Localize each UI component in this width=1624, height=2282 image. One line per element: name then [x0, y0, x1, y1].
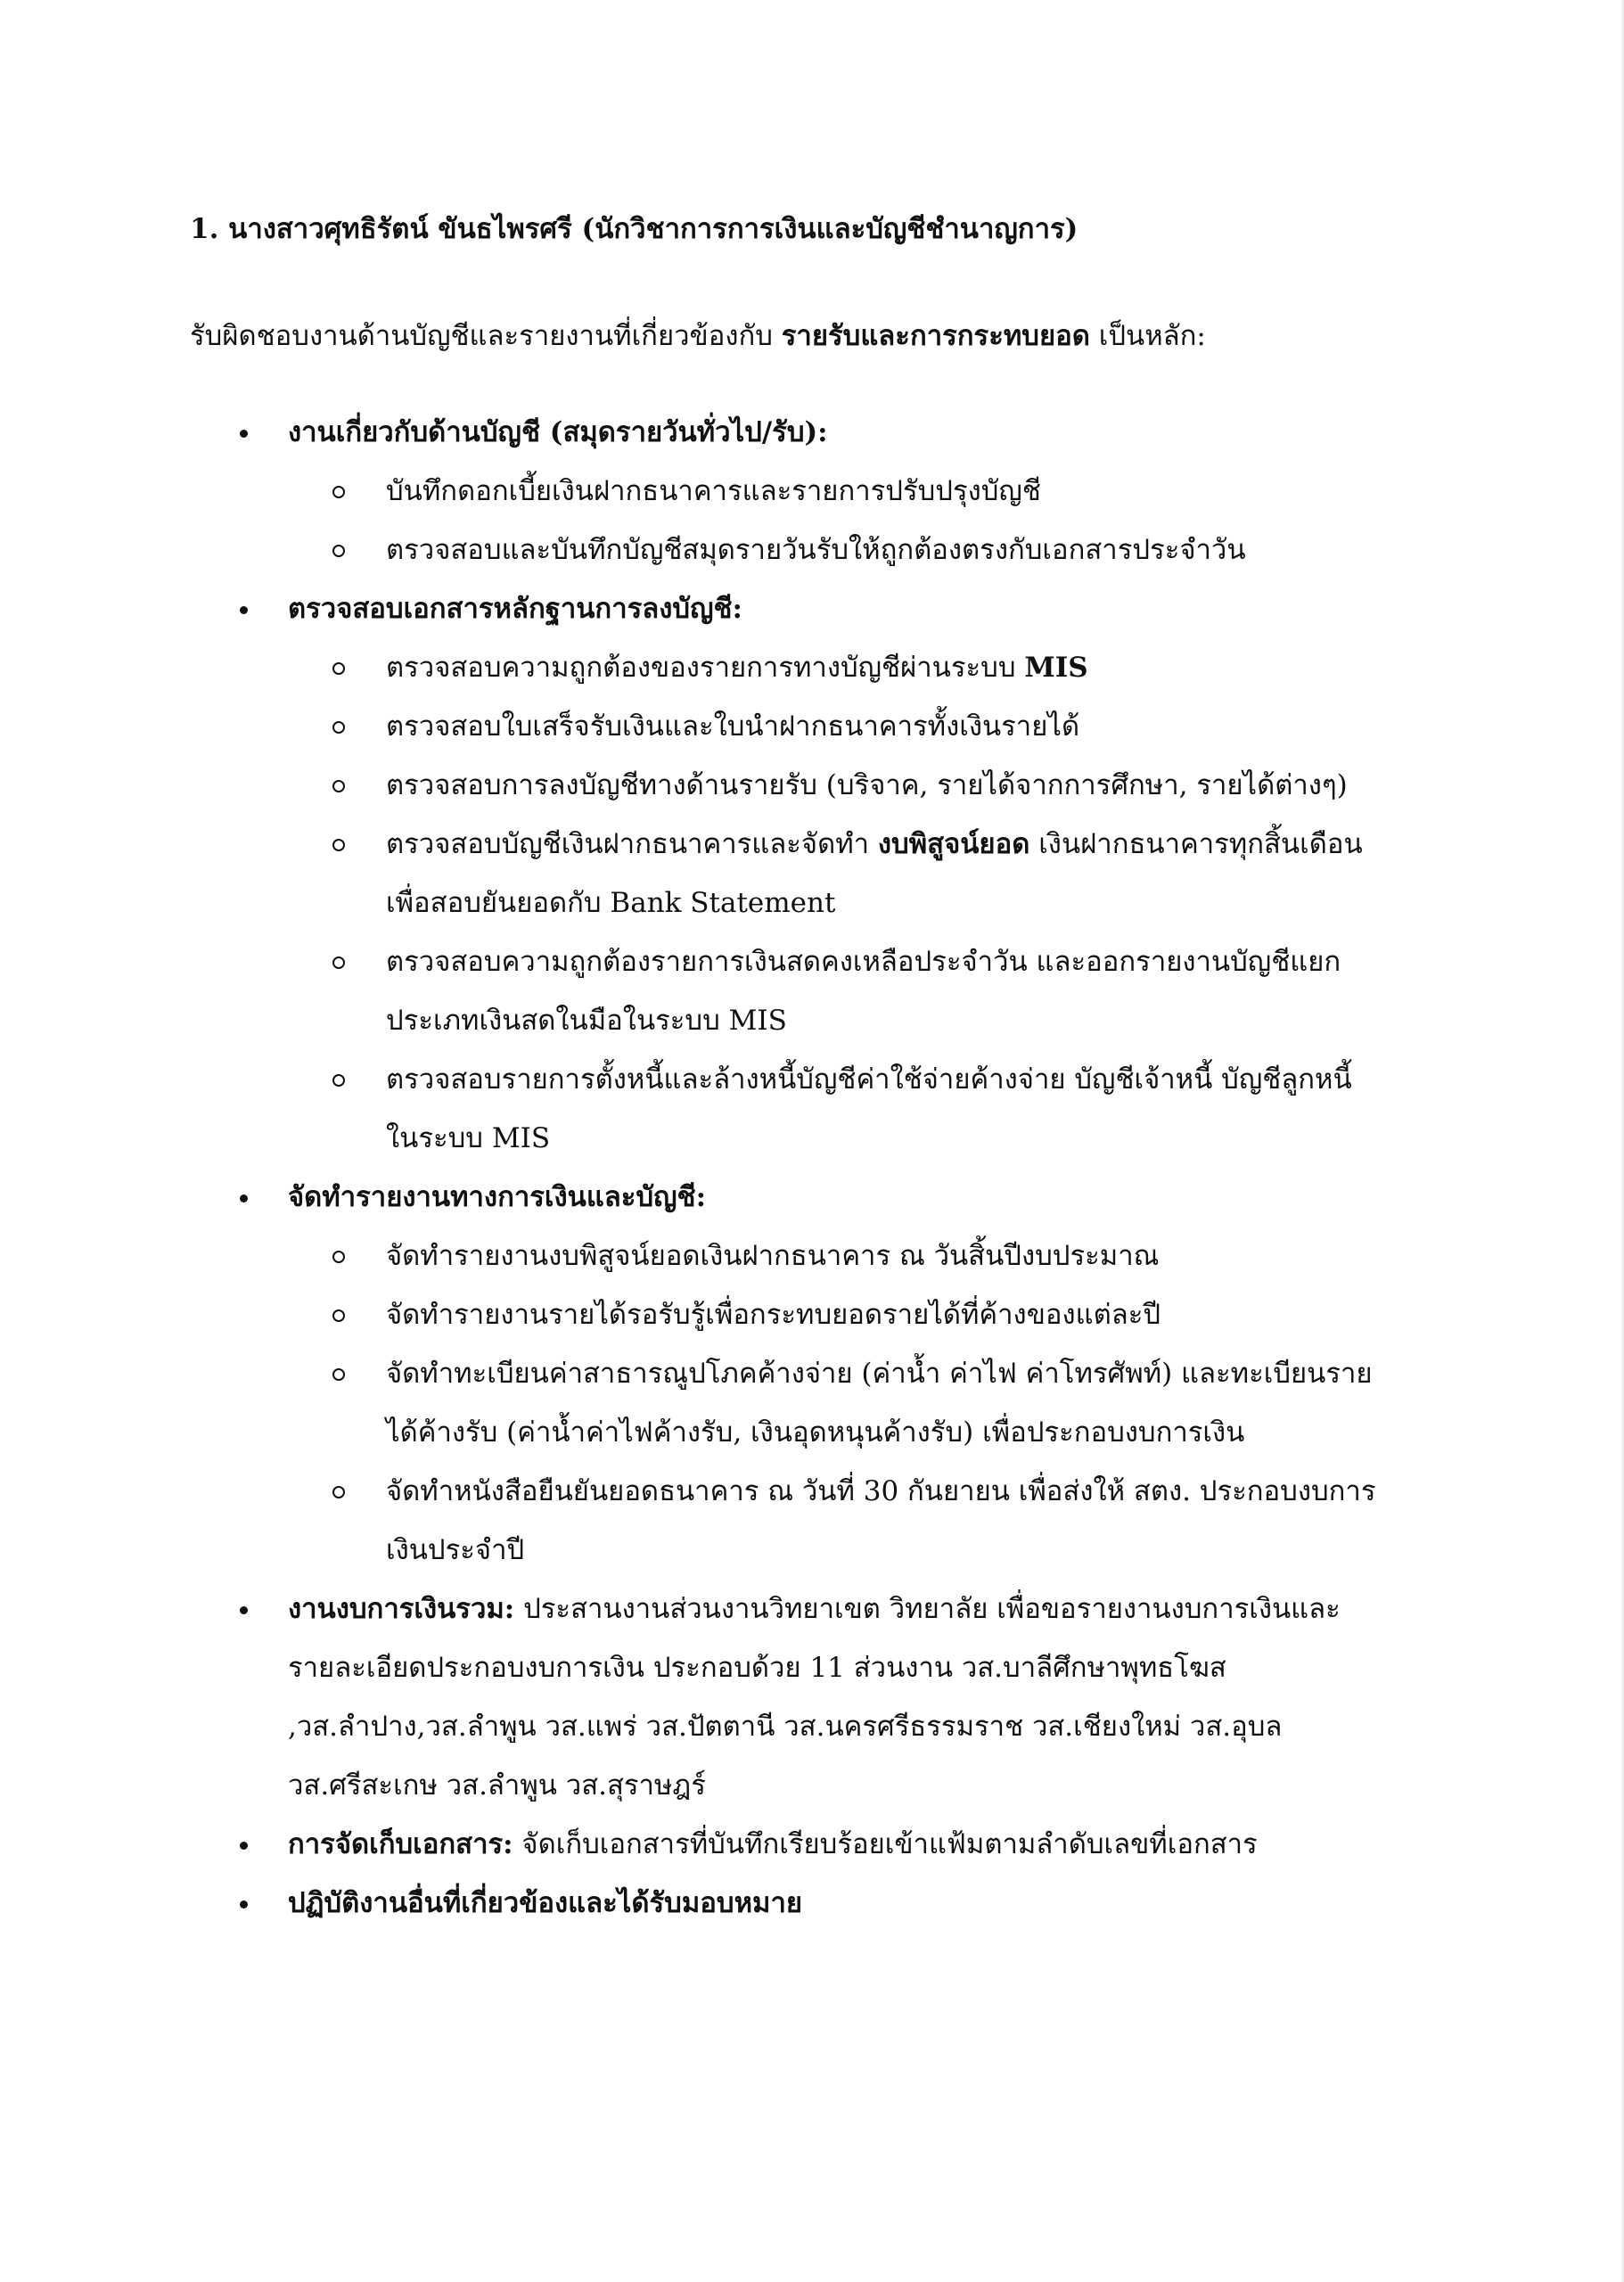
bullet-circle-icon — [332, 1486, 345, 1498]
sub-item-text: จัดทำหนังสือยืนยันยอดธนาคาร ณ วันที่ 30 กันยายน เพื่อส่งให้ สตง. ประกอบงบการเงินประจำปี — [386, 1475, 1376, 1566]
sub-item-text: ตรวจสอบบัญชีเงินฝากธนาคารและจัดทำ — [386, 828, 878, 860]
scan-edge — [1620, 0, 1624, 2282]
bullet-dot-icon — [240, 1194, 248, 1203]
intro-text-before: รับผิดชอบงานด้านบัญชีและรายงานที่เกี่ยวข้องกับ — [190, 320, 782, 352]
duty-sublist — [288, 638, 1438, 1168]
bullet-circle-icon — [332, 662, 345, 675]
sub-item — [288, 756, 1438, 815]
duty-text: จัดเก็บเอกสารที่บันทึกเรียบร้อยเข้าแฟ้มตามลำดับเลขที่เอกสาร — [513, 1828, 1258, 1860]
sub-item — [288, 1344, 1384, 1462]
duty-document-verification — [190, 579, 1438, 1168]
bullet-circle-icon — [332, 721, 345, 734]
duty-document-filing — [190, 1815, 1438, 1874]
sub-item-text-after: เงินฝากธนาคารทุกสิ้นเดือน เพื่อสอบยันยอดกับ Bank Statement — [386, 828, 1363, 919]
duty-heading: การจัดเก็บเอกสาร: — [288, 1828, 513, 1860]
bullet-circle-icon — [332, 545, 345, 557]
sub-item-bold: MIS — [1024, 652, 1088, 684]
duty-sublist — [288, 462, 1438, 579]
sub-item-text: ตรวจสอบการลงบัญชีทางด้านรายรับ (บริจาค, รายได้จากการศึกษา, รายได้ต่างๆ) — [386, 769, 1348, 801]
intro-text-bold: รายรับและการกระทบยอด — [781, 320, 1090, 352]
duty-heading: ตรวจสอบเอกสารหลักฐานการลงบัญชี: — [288, 593, 742, 625]
sub-item — [288, 1050, 1384, 1168]
duty-consolidated-statements — [190, 1580, 1384, 1815]
sub-item-text: จัดทำรายงานงบพิสูจน์ยอดเงินฝากธนาคาร ณ วันสิ้นปีงบประมาณ — [386, 1240, 1160, 1272]
duty-heading: จัดทำรายงานทางการเงินและบัญชี: — [288, 1181, 707, 1213]
sub-item-text: จัดทำรายงานรายได้รอรับรู้เพื่อกระทบยอดรายได้ที่ค้างของแต่ละปี — [386, 1299, 1161, 1331]
bullet-dot-icon — [240, 430, 248, 438]
document-body — [190, 207, 1438, 1933]
duty-heading: งานงบการเงินรวม: — [288, 1593, 515, 1625]
duty-heading: ปฏิบัติงานอื่นที่เกี่ยวข้องและได้รับมอบหมาย — [288, 1887, 803, 1919]
sub-item — [288, 697, 1438, 756]
section-title: 1. นางสาวศุทธิรัตน์ ขันธไพรศรี (นักวิชาการการเงินและบัญชีชำนาญการ) — [190, 213, 1079, 245]
sub-item — [288, 521, 1438, 579]
sub-item-text: ตรวจสอบใบเสร็จรับเงินและใบนำฝากธนาคารทั้งเงินรายได้ — [386, 710, 1080, 743]
bullet-circle-icon — [332, 486, 345, 498]
sub-item-text: ตรวจสอบและบันทึกบัญชีสมุดรายวันรับให้ถูกต้องตรงกับเอกสารประจำวัน — [386, 534, 1246, 566]
sub-item — [288, 815, 1384, 932]
sub-item — [288, 638, 1438, 697]
bullet-dot-icon — [240, 1606, 248, 1614]
bullet-circle-icon — [332, 1309, 345, 1322]
duty-financial-reports — [190, 1168, 1438, 1580]
sub-item — [288, 1462, 1384, 1580]
sub-item — [288, 462, 1438, 521]
intro-text-after: เป็นหลัก: — [1089, 320, 1206, 352]
sub-item-text: ตรวจสอบความถูกต้องรายการเงินสดคงเหลือประจำวัน และออกรายงานบัญชีแยกประเภทเงินสดในมือในระบบ MIS — [386, 946, 1341, 1037]
sub-item-text: จัดทำทะเบียนค่าสาธารณูปโภคค้างจ่าย (ค่าน้ำ ค่าไฟ ค่าโทรศัพท์) และทะเบียนรายได้ค้างรับ (ค่าน้ำค่าไฟค้างรับ, เงินอุดหนุนค้างรับ) เพื่อประกอบงบการเงิน — [386, 1358, 1373, 1449]
sub-item-text: ตรวจสอบรายการตั้งหนี้และล้างหนี้บัญชีค่าใช้จ่ายค้างจ่าย บัญชีเจ้าหนี้ บัญชีลูกหนี้ ในระบบ MIS — [386, 1063, 1352, 1154]
intro-paragraph — [190, 314, 1438, 358]
sub-item-bold: งบพิสูจน์ยอด — [877, 828, 1030, 860]
sub-item — [288, 932, 1384, 1050]
bullet-circle-icon — [332, 956, 345, 969]
duty-heading: งานเกี่ยวกับด้านบัญชี (สมุดรายวันทั่วไป/รับ): — [288, 416, 828, 448]
sub-item-text: ตรวจสอบความถูกต้องของรายการทางบัญชีผ่านระบบ — [386, 652, 1025, 684]
duty-other-assigned — [190, 1874, 1438, 1933]
duties-list — [190, 403, 1438, 1933]
bullet-circle-icon — [332, 1251, 345, 1263]
sub-item-text: บันทึกดอกเบี้ยเงินฝากธนาคารและรายการปรับปรุงบัญชี — [386, 475, 1041, 507]
duty-accounting — [190, 403, 1438, 579]
bullet-dot-icon — [240, 1900, 248, 1909]
bullet-dot-icon — [240, 1842, 248, 1850]
duty-text: ประสานงานส่วนงานวิทยาเขต วิทยาลัย เพื่อขอรายงานงบการเงินและรายละเอียดประกอบงบการเงิน ประกอบด้วย 11 ส่วนงาน วส.บาลีศึกษาพุทธโฆส ,วส.ลำปาง,วส.ลำพูน วส.แพร่ วส.ปัตตานี วส.นครศรีธรรมราช วส.เชียงใหม่ วส.อุบล วส.ศรีสะเกษ วส.ลำพูน วส.สุราษฎร์ — [288, 1593, 1341, 1802]
duty-sublist — [288, 1227, 1438, 1580]
bullet-dot-icon — [240, 606, 248, 614]
sub-item — [288, 1227, 1438, 1285]
bullet-circle-icon — [332, 780, 345, 792]
bullet-circle-icon — [332, 839, 345, 851]
bullet-circle-icon — [332, 1368, 345, 1381]
sub-item — [288, 1285, 1438, 1344]
bullet-circle-icon — [332, 1074, 345, 1087]
